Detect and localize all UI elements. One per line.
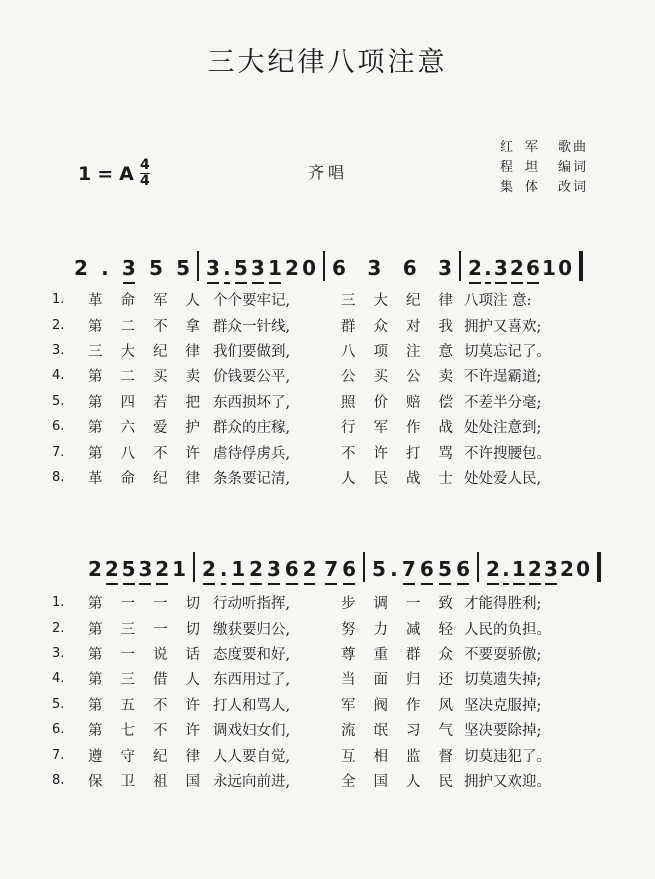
measure: [368, 553, 474, 581]
note: 3: [250, 256, 265, 280]
note: 3: [121, 256, 136, 280]
verse-row: [52, 742, 614, 767]
note: 2: [509, 256, 524, 280]
note: 2: [74, 256, 88, 280]
lyric-phrase-1: 第六爱护: [88, 420, 218, 437]
lyric-phrase-4: 切莫忘记了。: [464, 343, 551, 360]
verse-number: 4.: [52, 671, 65, 687]
note: 2: [88, 557, 102, 581]
barline: [459, 251, 461, 281]
note: 5: [121, 557, 136, 581]
barline: [579, 251, 583, 281]
note: 1: [267, 256, 282, 280]
lyric-phrase-3: 军阀作风: [341, 697, 471, 714]
lyric-phrase-3: 三大纪律: [341, 293, 471, 310]
lyrics-block-2: [52, 590, 614, 793]
note: 6: [402, 256, 417, 280]
lyric-phrase-1: 三大纪律: [88, 343, 218, 360]
note: 1: [511, 557, 526, 581]
barline: [193, 552, 195, 582]
lyric-phrase-2: 永远向前进,: [213, 773, 291, 790]
lyric-phrase-3: 照价赔偿: [341, 394, 471, 411]
note: .: [219, 557, 228, 581]
performance-style: 齐唱: [308, 163, 349, 182]
verse-row: [52, 666, 614, 691]
lyric-phrase-1: 第一说话: [88, 646, 218, 663]
verse-number: 1.: [52, 292, 65, 308]
lyric-phrase-1: 保卫祖国: [88, 773, 218, 790]
note: .: [223, 256, 231, 280]
lyric-phrase-3: 人民战士: [341, 470, 471, 487]
barline: [363, 552, 365, 582]
lyric-phrase-3: 步调一致: [341, 596, 471, 613]
lyric-phrase-1: 遵守纪律: [88, 748, 218, 765]
lyric-phrase-4: 处处注意到;: [464, 420, 542, 437]
lyric-phrase-1: 第五不许: [88, 697, 218, 714]
measure: [482, 553, 594, 581]
note: 5: [372, 557, 386, 581]
verse-number: 2.: [52, 620, 65, 636]
barline: [477, 552, 479, 582]
note: 0: [302, 256, 316, 280]
lyric-phrase-4: 八项注 意:: [464, 293, 532, 310]
measure: [70, 252, 194, 280]
credit-who: 集体: [500, 180, 551, 195]
lyric-phrase-4: 切莫遗失掉;: [464, 672, 542, 689]
credit-line: [500, 138, 588, 158]
note: .: [484, 256, 492, 280]
credit-role: 编词: [558, 160, 589, 175]
lyric-phrase-4: 不许逞霸道;: [464, 369, 542, 386]
note: .: [502, 557, 510, 581]
credit-who: 红军: [500, 140, 551, 155]
verse-row: [52, 338, 614, 363]
time-top: 4: [140, 157, 150, 173]
note: 0: [576, 557, 590, 581]
barline: [197, 251, 199, 281]
lyric-phrase-1: 革命纪律: [88, 470, 218, 487]
lyric-phrase-3: 流氓习气: [341, 723, 471, 740]
lyric-phrase-4: 切莫违犯了。: [464, 748, 551, 765]
note: 5: [438, 557, 452, 581]
lyric-phrase-1: 第七不许: [88, 723, 218, 740]
notation-line-1: [70, 252, 586, 280]
lyric-phrase-4: 坚决要除掉;: [464, 723, 542, 740]
note: 3: [438, 256, 452, 280]
lyric-phrase-2: 个个要牢记,: [213, 293, 291, 310]
note: 6: [284, 557, 299, 581]
lyric-phrase-4: 不差半分毫;: [464, 394, 542, 411]
verse-row: [52, 717, 614, 742]
measure: [84, 553, 190, 581]
key-tonic: 1: [78, 162, 92, 185]
note: 2: [104, 557, 119, 581]
note: 1: [172, 557, 186, 581]
song-title: 三大纪律八项注意: [207, 47, 448, 78]
verse-number: 5.: [52, 696, 65, 712]
time-bottom: 4: [140, 173, 150, 189]
lyric-phrase-3: 全国人民: [341, 773, 471, 790]
verse-number: 7.: [52, 444, 65, 460]
lyric-phrase-4: 坚决克服掉;: [464, 697, 542, 714]
verse-row: [52, 465, 614, 490]
note: 6: [332, 256, 346, 280]
verse-number: 3.: [52, 645, 65, 661]
lyric-phrase-1: 第三一切: [88, 621, 218, 638]
verse-row: [52, 389, 614, 414]
credit-role: 歌曲: [558, 140, 589, 155]
lyric-phrase-2: 我们要做到,: [213, 343, 291, 360]
barline: [323, 251, 325, 281]
note: 2: [527, 557, 542, 581]
note: .: [101, 256, 109, 280]
lyric-phrase-2: 缴获要归公,: [213, 621, 291, 638]
lyric-phrase-4: 拥护又欢迎。: [464, 773, 551, 790]
verse-number: 6.: [52, 419, 65, 435]
lyrics-block-1: [52, 287, 614, 490]
note: 2: [285, 256, 299, 280]
verse-row: [52, 363, 614, 388]
lyric-phrase-1: 第八不许: [88, 445, 218, 462]
lyric-phrase-2: 东西损坏了,: [213, 394, 291, 411]
measure: [328, 252, 456, 280]
note: 6: [456, 557, 470, 581]
verse-number: 4.: [52, 368, 65, 384]
lyric-phrase-2: 人人要自觉,: [213, 748, 291, 765]
lyric-phrase-2: 虐待俘虏兵,: [213, 445, 291, 462]
verse-row: [52, 641, 614, 666]
note: 2: [155, 557, 170, 581]
note: 3: [367, 256, 382, 280]
credit-who: 程坦: [500, 160, 551, 175]
key-name: A: [119, 162, 134, 185]
lyric-phrase-1: 第二不拿: [88, 318, 218, 335]
verse-row: [52, 615, 614, 640]
note: 6: [525, 256, 540, 280]
note: 2: [302, 557, 317, 581]
lyric-phrase-1: 第三借人: [88, 672, 218, 689]
lyric-phrase-4: 处处爱人民,: [464, 470, 542, 487]
note: 0: [558, 256, 572, 280]
lyric-phrase-4: 不许搜腰包。: [464, 445, 551, 462]
key-signature: [78, 158, 150, 189]
verse-row: [52, 692, 614, 717]
verse-number: 8.: [52, 469, 65, 485]
note: 3: [206, 256, 220, 280]
lyric-phrase-3: 八项注意: [341, 343, 471, 360]
note: .: [390, 557, 398, 581]
note: 3: [266, 557, 281, 581]
verse-row: [52, 312, 614, 337]
note: 1: [231, 557, 246, 581]
lyric-phrase-2: 群众一针线,: [213, 318, 291, 335]
note: 5: [148, 256, 163, 280]
note: 5: [176, 256, 190, 280]
verse-number: 3.: [52, 342, 65, 358]
credits: [500, 138, 588, 198]
verse-number: 8.: [52, 772, 65, 788]
lyric-phrase-1: 第四若把: [88, 394, 218, 411]
lyric-phrase-3: 互相监督: [341, 748, 471, 765]
barline: [597, 552, 601, 582]
lyric-phrase-2: 态度要和好,: [213, 646, 291, 663]
lyric-phrase-1: 第一一切: [88, 596, 218, 613]
verse-number: 2.: [52, 317, 65, 333]
notation-line-2: [84, 553, 604, 581]
lyric-phrase-3: 行军作战: [341, 420, 471, 437]
credit-line: [500, 178, 588, 198]
verse-row: [52, 439, 614, 464]
note: 3: [543, 557, 558, 581]
lyric-phrase-2: 调戏妇女们,: [213, 723, 291, 740]
time-signature: [140, 158, 150, 189]
note: 1: [542, 256, 556, 280]
lyric-phrase-4: 人民的负担。: [464, 621, 551, 638]
lyric-phrase-4: 不要耍骄傲;: [464, 646, 542, 663]
lyric-phrase-1: 革命军人: [88, 293, 218, 310]
lyric-phrase-2: 行动听指挥,: [213, 596, 291, 613]
verse-row: [52, 414, 614, 439]
verse-number: 7.: [52, 747, 65, 763]
verse-row: [52, 768, 614, 793]
lyric-phrase-4: 拥护又喜欢;: [464, 318, 542, 335]
note: 6: [342, 557, 356, 581]
lyric-phrase-2: 条条要记清,: [213, 470, 291, 487]
note: 3: [493, 256, 508, 280]
lyric-phrase-3: 当面归还: [341, 672, 471, 689]
verse-number: 6.: [52, 722, 65, 738]
credit-line: [500, 158, 588, 178]
measure: [202, 252, 320, 280]
note: 7: [324, 557, 339, 581]
lyric-phrase-3: 公买公卖: [341, 369, 471, 386]
measure: [198, 553, 360, 581]
lyric-phrase-1: 第二买卖: [88, 369, 218, 386]
note: 7: [401, 557, 416, 581]
lyric-phrase-2: 群众的庄稼,: [213, 420, 291, 437]
note: 5: [233, 256, 248, 280]
note: 6: [419, 557, 434, 581]
verse-number: 5.: [52, 393, 65, 409]
note: 2: [249, 557, 264, 581]
note: 2: [202, 557, 216, 581]
note: 3: [138, 557, 153, 581]
lyric-phrase-2: 打人和骂人,: [213, 697, 291, 714]
lyric-phrase-2: 价钱要公平,: [213, 369, 291, 386]
verse-row: [52, 590, 614, 615]
lyric-phrase-3: 群众对我: [341, 318, 471, 335]
key-equals: =: [97, 162, 114, 185]
note: 2: [468, 256, 482, 280]
note: 2: [560, 557, 574, 581]
lyric-phrase-3: 尊重群众: [341, 646, 471, 663]
verse-number: 1.: [52, 595, 65, 611]
note: 2: [486, 557, 500, 581]
lyric-phrase-4: 才能得胜利;: [464, 596, 542, 613]
measure: [464, 252, 576, 280]
lyric-phrase-3: 不许打骂: [341, 445, 471, 462]
lyric-phrase-3: 努力减轻: [341, 621, 471, 638]
verse-row: [52, 287, 614, 312]
lyric-phrase-2: 东西用过了,: [213, 672, 291, 689]
credit-role: 改词: [558, 180, 589, 195]
